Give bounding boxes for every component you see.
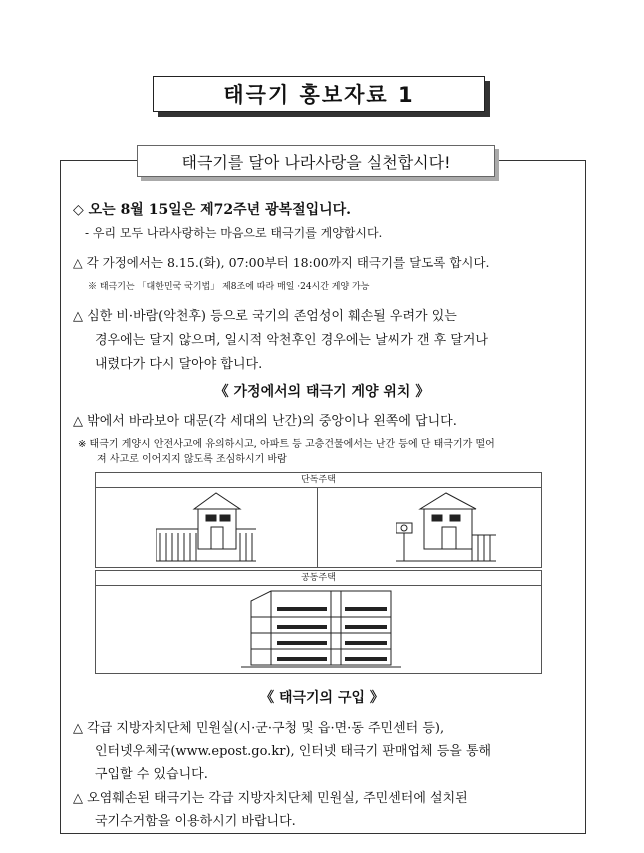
notice-line: 인터넷우체국(www.epost.go.kr), 인터넷 태극기 판매업체 등을 통해 [95, 744, 492, 759]
notice-line: 국기수거함을 이용하시기 바랍니다. [95, 814, 296, 829]
notice-note: ※ 태극기 게양시 안전사고에 유의하시고, 아파트 등 고층건물에서는 난간 등에 단 태극기가 떨어 [78, 439, 495, 450]
house-illustration-left [156, 489, 266, 565]
notice-line: 구입할 수 있습니다. [95, 767, 208, 782]
notice-line: 경우에는 달지 않으며, 일시적 악천후인 경우에는 날씨가 갠 후 달거나 [95, 333, 488, 348]
banner: 태극기를 달아 나라사랑을 실천합시다! [137, 145, 495, 177]
apartment-illustration [241, 587, 401, 671]
notice-note: ※ 태극기는 「대한민국 국기법」 제8조에 따라 매일 ·24시간 게양 가능 [88, 282, 370, 292]
detached-house-panel [95, 472, 542, 568]
panel-caption: 단독주택 [96, 473, 541, 488]
apartment-panel [95, 570, 542, 674]
notice-line: △ 각 가정에서는 8.15.(화), 07:00부터 18:00까지 태극기를 달도록 합시다. [73, 255, 490, 270]
page-title: 태극기 홍보자료 1 [153, 76, 485, 112]
notice-line: △ 심한 비·바람(악천후) 등으로 국기의 존엄성이 훼손될 우려가 있는 [73, 309, 457, 324]
section-title: 《 가정에서의 태극기 게양 위치 》 [214, 384, 430, 400]
notice-note: 져 사고로 이어지지 않도록 조심하시기 바람 [97, 454, 287, 465]
section-title: 《 태극기의 구입 》 [260, 690, 384, 706]
notice-line: - 우리 모두 나라사랑하는 마음으로 태극기를 게양합시다. [85, 226, 383, 240]
panel-divider [317, 487, 318, 567]
panel-caption: 공동주택 [96, 571, 541, 586]
notice-line: △ 각급 지방자치단체 민원실(시·군·구청 및 읍·면·동 주민센터 등), [73, 721, 445, 736]
notice-headline: ◇ 오는 8월 15일은 제72주년 광복절입니다. [73, 202, 352, 218]
notice-line: △ 오염훼손된 태극기는 각급 지방자치단체 민원실, 주민센터에 설치된 [73, 791, 468, 806]
house-illustration-right [396, 489, 506, 565]
notice-line: △ 밖에서 바라보아 대문(각 세대의 난간)의 중앙이나 왼쪽에 답니다. [73, 414, 457, 429]
notice-line: 내렸다가 다시 달아야 합니다. [95, 357, 263, 372]
